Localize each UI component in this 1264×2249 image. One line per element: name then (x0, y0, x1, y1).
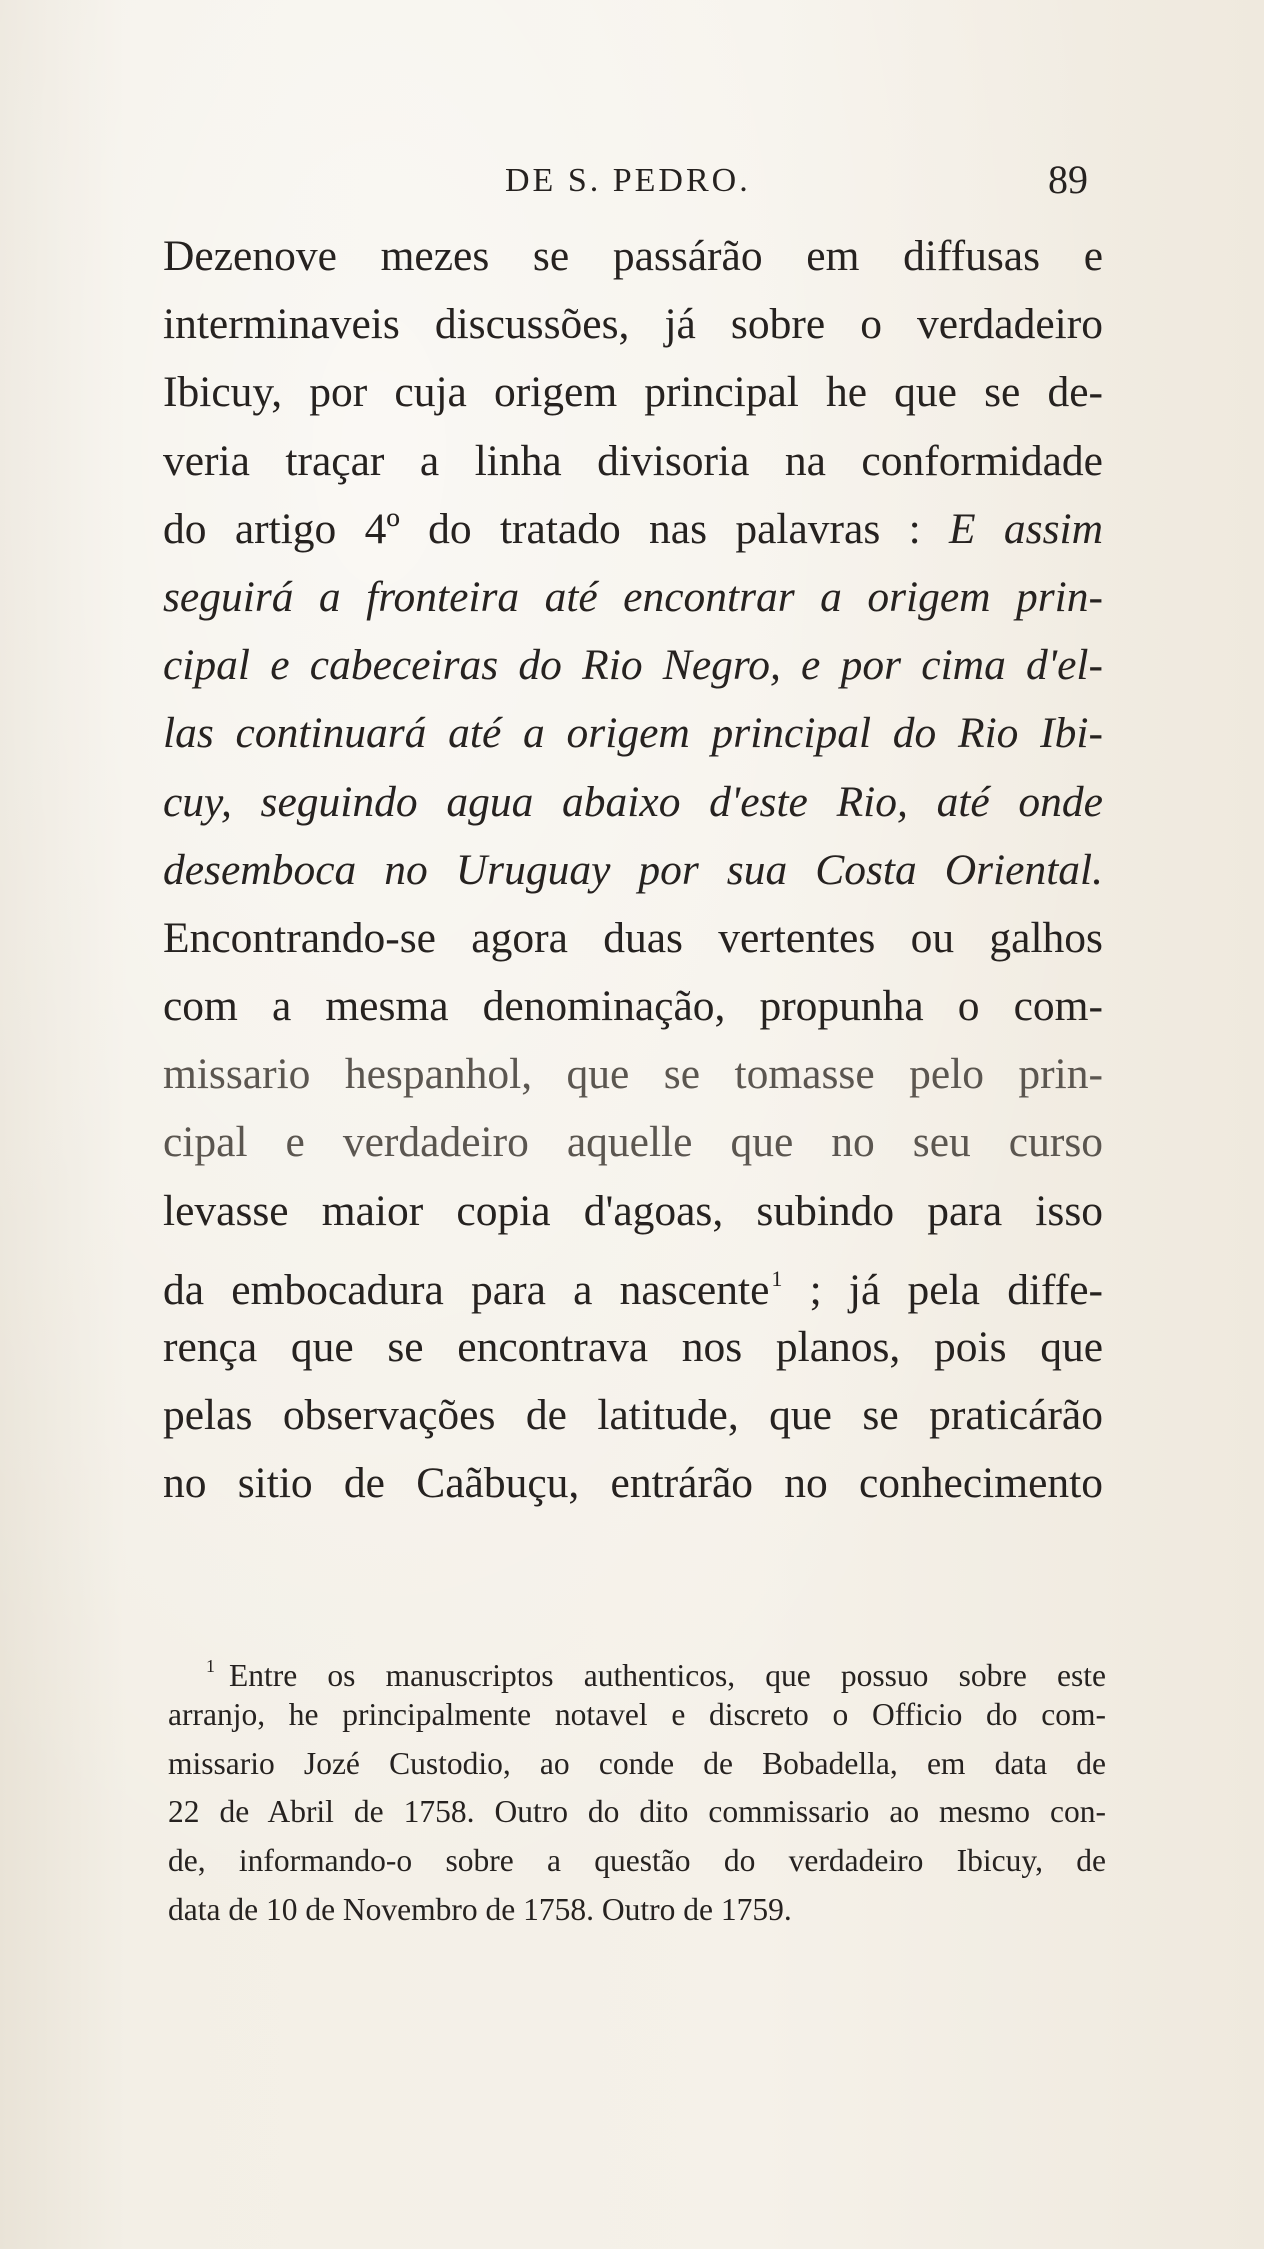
main-text (163, 222, 1103, 1518)
text-span: do artigo 4º do tratado nas palavras : (163, 504, 921, 553)
running-title: DE S. PEDRO. (505, 162, 751, 199)
text-line: cipal e verdadeiro aquelle que no seu curso (163, 1118, 1103, 1167)
text-line: levasse maior copia d'agoas, subindo para isso (163, 1186, 1103, 1235)
footnote-line (168, 1642, 1106, 1691)
text-line: Ibicuy, por cuja origem principal he que se de- (163, 368, 1103, 417)
italic-text-line: las continuará até a origem principal do Rio Ibi- (163, 709, 1103, 758)
text-line: no sitio de Caãbuçu, entrárão no conhecimento (163, 1459, 1103, 1508)
footnote-line: 22 de Abril de 1758. Outro do dito commissario ao mesmo con- (168, 1794, 1106, 1830)
running-head (0, 150, 1264, 210)
italic-quote-start: E assim (949, 504, 1104, 553)
footnote-line: missario Jozé Custodio, ao conde de Bobadella, em data de (168, 1745, 1106, 1781)
footnote-line: arranjo, he principalmente notavel e discreto o Officio do com- (168, 1696, 1106, 1732)
text-line: interminaveis discussões, já sobre o verdadeiro (163, 300, 1103, 349)
italic-text-line: seguirá a fronteira até encontrar a origem prin- (163, 572, 1103, 621)
text-line: Dezenove mezes se passárão em diffusas e (163, 232, 1103, 280)
italic-text-line: cuy, seguindo agua abaixo d'este Rio, até onde (163, 777, 1103, 826)
footnote (168, 1642, 1106, 1935)
footnote-reference: 1 (771, 1265, 783, 1291)
text-span: da embocadura para a nascente (163, 1265, 770, 1314)
italic-text-line: cipal e cabeceiras do Rio Negro, e por cima d'el- (163, 641, 1103, 690)
text-span: ; já pela diffe- (809, 1265, 1104, 1314)
text-line: com a mesma denominação, propunha o com- (163, 982, 1103, 1031)
text-line (163, 1245, 1103, 1313)
text-line: rença que se encontrava nos planos, pois que (163, 1323, 1103, 1371)
footnote-line: data de 10 de Novembro de 1758. Outro de 1759. (168, 1891, 792, 1927)
footnote-text: Entre os manuscriptos authenticos, que possuo sobre este (229, 1658, 1106, 1693)
footnote-line: de, informando-o sobre a questão do verdadeiro Ibicuy, de (168, 1843, 1106, 1879)
text-line: missario hespanhol, que se tomasse pelo prin- (163, 1050, 1103, 1099)
page-number: 89 (1048, 157, 1088, 202)
italic-text-line: desemboca no Uruguay por sua Costa Oriental. (163, 845, 1103, 894)
text-line: veria traçar a linha divisoria na conformidade (163, 436, 1103, 485)
text-line (163, 495, 1103, 563)
footnote-marker: 1 (206, 1656, 215, 1676)
text-line: pelas observações de latitude, que se praticárão (163, 1391, 1103, 1440)
text-line: Encontrando-se agora duas vertentes ou galhos (163, 913, 1103, 962)
